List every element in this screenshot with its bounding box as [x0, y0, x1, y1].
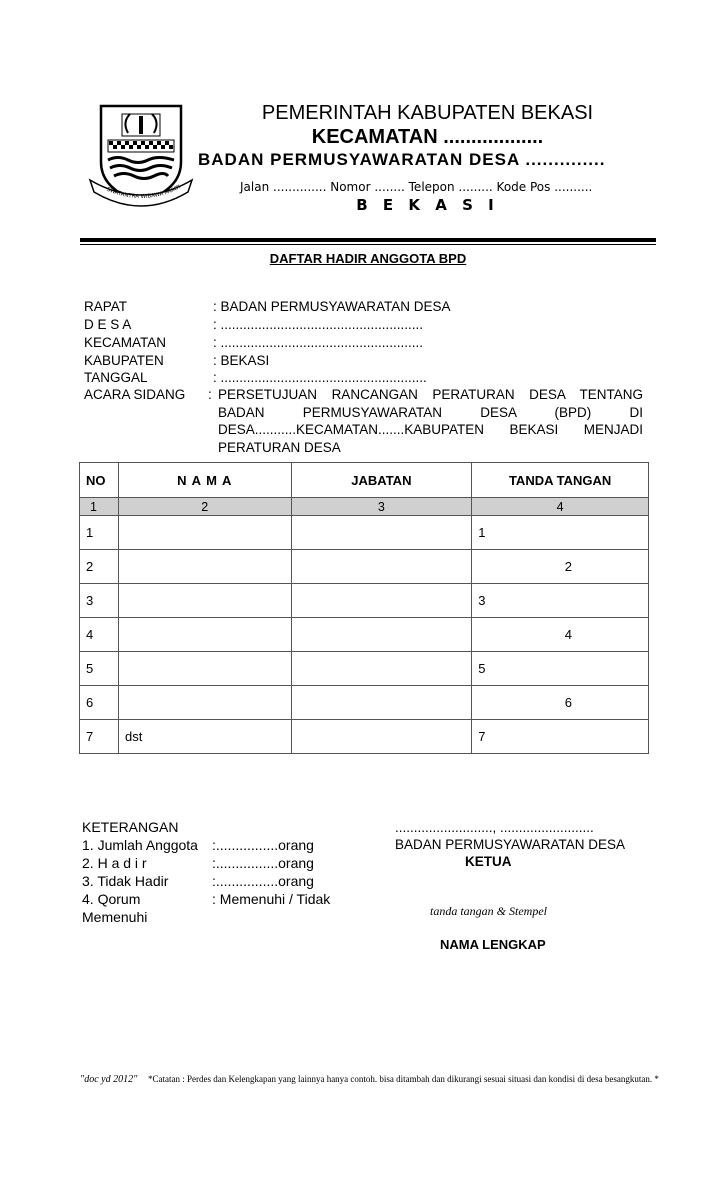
desa-value: : ......................................................: [213, 317, 424, 332]
acara-colon: :: [208, 387, 212, 402]
kecamatan-value: : ......................................................: [213, 335, 424, 350]
tanggal-value: : .......................................................: [213, 370, 427, 385]
row-no: 2: [80, 550, 119, 584]
signature-org: BADAN PERMUSYAWARATAN DESA: [395, 837, 626, 852]
jumlah-anggota-label: 1. Jumlah Anggota: [82, 837, 198, 853]
seal-logo-icon: [88, 100, 194, 216]
column-number: 4: [472, 498, 649, 516]
signature-number-left: 3: [478, 593, 486, 608]
row-no: 5: [80, 652, 119, 686]
row-no: 3: [80, 584, 119, 618]
row-jabatan: [291, 550, 472, 584]
table-row: [80, 516, 649, 550]
table-row: [80, 652, 649, 686]
table-row: [80, 550, 649, 584]
kabupaten-value: : BEKASI: [213, 353, 270, 368]
rapat-label: RAPAT: [84, 299, 128, 314]
tanggal-label: TANGGAL: [84, 370, 148, 385]
rapat-value: : BADAN PERMUSYAWARATAN DESA: [213, 299, 451, 314]
row-jabatan: [291, 686, 472, 720]
jumlah-anggota-value: :................orang: [212, 837, 314, 853]
row-jabatan: [291, 584, 472, 618]
header-nama: N A M A: [118, 463, 291, 498]
column-number: 3: [291, 498, 472, 516]
signature-number-right: 4: [564, 627, 572, 642]
row-jabatan: [291, 652, 472, 686]
header-tanda-tangan: TANDA TANGAN: [472, 463, 649, 498]
tidak-hadir-label: 3. Tidak Hadir: [82, 873, 169, 889]
letterhead-rule-thick: [80, 238, 656, 242]
row-no: 6: [80, 686, 119, 720]
row-signature: [472, 550, 649, 584]
signature-number-left: 1: [478, 525, 486, 540]
row-nama: [118, 516, 291, 550]
row-signature: [472, 652, 649, 686]
header-no: NO: [80, 463, 119, 498]
row-no: 1: [80, 516, 119, 550]
qorum-value: : Memenuhi / Tidak: [212, 891, 331, 907]
signature-role: KETUA: [465, 854, 512, 869]
signatory-name: NAMA LENGKAP: [440, 937, 546, 952]
place-date: .........................., .........................: [395, 820, 594, 835]
qorum-value-cont: Memenuhi: [82, 909, 148, 925]
row-no: 4: [80, 618, 119, 652]
acara-label: ACARA SIDANG: [84, 387, 186, 402]
footer-note: *Catatan : Perdes dan Kelengkapan yang lainnya hanya contoh. bisa ditambah dan dikurangi sesuai situasi dan kondisi di desa besangkutan. *: [148, 1074, 659, 1084]
header-address: Jalan .............. Nomor ........ Telepon ......... Kode Pos ..........: [240, 180, 593, 194]
signature-note: tanda tangan & Stempel: [430, 904, 547, 918]
row-no: 7: [80, 720, 119, 754]
row-jabatan: [291, 720, 472, 754]
row-nama: [118, 652, 291, 686]
row-jabatan: [291, 618, 472, 652]
table-header-row: [80, 463, 649, 498]
row-nama: dst: [118, 720, 291, 754]
table-row: [80, 584, 649, 618]
qorum-label: 4. Qorum: [82, 891, 141, 907]
header-government: PEMERINTAH KABUPATEN BEKASI: [261, 102, 594, 124]
row-nama: [118, 618, 291, 652]
row-nama: [118, 686, 291, 720]
row-jabatan: [291, 516, 472, 550]
table-row: [80, 686, 649, 720]
row-signature: [472, 720, 649, 754]
kecamatan-label: KECAMATAN: [84, 335, 167, 350]
header-bpd: BADAN PERMUSYAWARATAN DESA ..............: [198, 150, 606, 169]
signature-number-right: 2: [564, 559, 572, 574]
tidak-hadir-value: :................orang: [212, 873, 314, 889]
row-signature: [472, 516, 649, 550]
hadir-label: 2. H a d i r: [82, 855, 147, 871]
header-kecamatan: KECAMATAN ..................: [311, 126, 544, 148]
header-city: B E K A S I: [356, 196, 499, 214]
row-nama: [118, 550, 291, 584]
header-jabatan: JABATAN: [291, 463, 472, 498]
svg-text:SWATANTRA WIBAWA MUKTI: SWATANTRA WIBAWA MUKTI: [105, 184, 182, 201]
desa-label: D E S A: [84, 317, 132, 332]
kabupaten-label: KABUPATEN: [84, 353, 164, 368]
hadir-value: :................orang: [212, 855, 314, 871]
row-signature: [472, 618, 649, 652]
document-title: DAFTAR HADIR ANGGOTA BPD: [269, 251, 467, 266]
row-nama: [118, 584, 291, 618]
footer-tag: "doc yd 2012": [80, 1074, 138, 1085]
acara-value: PERSETUJUAN RANCANGAN PERATURAN DESA TENTANG BADAN PERMUSYAWARATAN DESA (BPD) DI DESA...........KECAMATAN.......KABUPATEN BEKASI MENJADI PERATURAN DESA: [218, 387, 643, 455]
keterangan-heading: KETERANGAN: [82, 819, 179, 835]
letterhead-rule-thin: [80, 244, 656, 245]
attendance-table: [79, 462, 649, 754]
table-row: [80, 618, 649, 652]
signature-number-left: 5: [478, 661, 486, 676]
column-number-row: [80, 498, 649, 516]
row-signature: [472, 686, 649, 720]
column-number: 1: [80, 498, 119, 516]
row-signature: [472, 584, 649, 618]
table-row: [80, 720, 649, 754]
signature-number-right: 6: [564, 695, 572, 710]
column-number: 2: [118, 498, 291, 516]
signature-number-left: 7: [478, 729, 486, 744]
